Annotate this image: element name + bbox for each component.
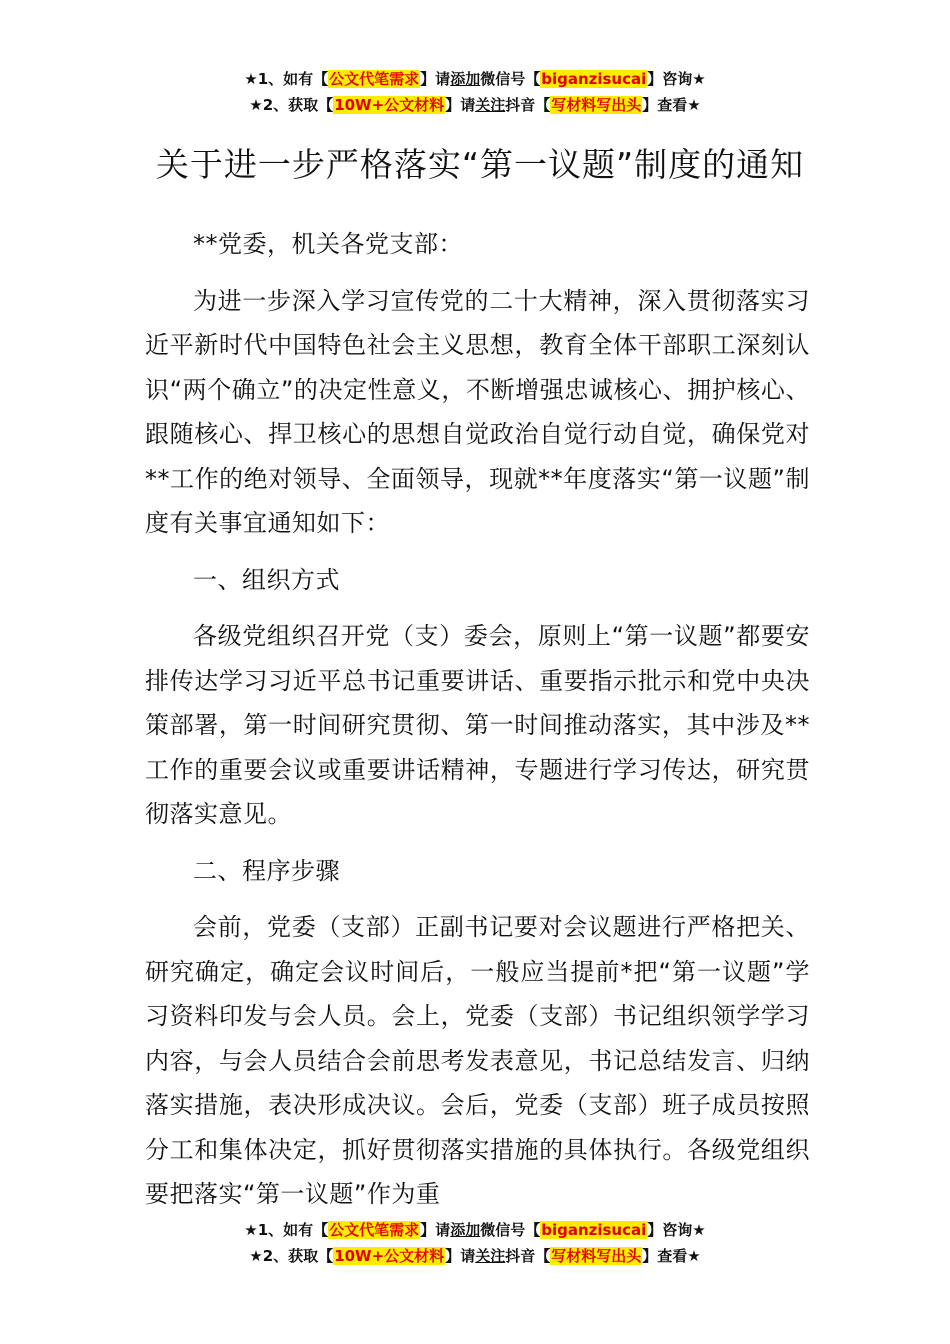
salutation: **党委，机关各党支部： [193,230,463,258]
highlight-douyin-name: 写材料写出头 [551,96,642,114]
footer-banner [0,1217,950,1269]
banner-text: 】请 [420,1221,451,1239]
banner-underlined: 关注 [475,1247,506,1265]
banner-line-1 [0,1217,950,1243]
highlight-materials: 10W+公文材料 [334,1247,445,1265]
highlight-douyin-name: 写材料写出头 [551,1247,642,1265]
section-2-body: 会前，党委（支部）正副书记要对会议题进行严格把关、研究确定，确定会议时间后，一般应当提前*把“第一议题”学习资料印发与会人员。会上，党委（支部）书记组织领学学习内容，与会人员结合会前思考发表意见，书记总结发言、归纳落实措施，表决形成决议。会后，党委（支部）班子成员按照分工和集体决定，抓好贯彻落实措施的具体执行。各级党组织要把落实“第一议题”作为重 [145,913,810,1208]
banner-text: 】请 [445,96,476,114]
banner-line-1 [0,66,950,92]
banner-text: ★2、获取【 [249,96,334,114]
banner-text: 抖音【 [505,96,551,114]
intro-paragraph: 为进一步深入学习宣传党的二十大精神，深入贯彻落实习近平新时代中国特色社会主义思想，教育全体干部职工深刻认识“两个确立”的决定性意义，不断增强忠诚核心、拥护核心、跟随核心、捍卫核心的思想自觉政治自觉行动自觉，确保党对**工作的绝对领导、全面领导，现就**年度落实“第一议题”制度有关事宜通知如下： [145,286,810,537]
banner-underlined: 添加 [450,70,481,88]
section-2-heading: 二、程序步骤 [193,856,340,885]
highlight-materials: 10W+公文材料 [334,96,445,114]
document-title: 关于进一步严格落实“第一议题”制度的通知 [155,145,805,185]
highlight-service: 公文代笔需求 [329,1221,420,1239]
banner-text: 】查看★ [642,1247,701,1265]
banner-text: ★1、如有【 [244,1221,329,1239]
banner-text: ★1、如有【 [244,70,329,88]
header-banner [0,66,950,118]
banner-text: ★2、获取【 [249,1247,334,1265]
section-1-heading: 一、组织方式 [193,565,340,594]
banner-text: 】查看★ [642,96,701,114]
banner-line-2 [0,92,950,118]
banner-text: 微信号【 [480,1221,541,1239]
banner-underlined: 添加 [450,1221,481,1239]
banner-text: 】咨询★ [647,70,706,88]
banner-text: 微信号【 [480,70,541,88]
banner-underlined: 关注 [475,96,506,114]
highlight-wechat-id: biganzisucai [541,70,647,88]
highlight-wechat-id: biganzisucai [541,1221,647,1239]
section-1-body: 各级党组织召开党（支）委会，原则上“第一议题”都要安排传达学习习近平总书记重要讲话、重要指示批示和党中央决策部署，第一时间研究贯彻、第一时间推动落实，其中涉及**工作的重要会议或重要讲话精神，专题进行学习传达，研究贯彻落实意见。 [145,622,810,828]
banner-text: 】请 [445,1247,476,1265]
banner-text: 抖音【 [505,1247,551,1265]
banner-line-2 [0,1243,950,1269]
banner-text: 】咨询★ [647,1221,706,1239]
document-body [145,222,810,1229]
highlight-service: 公文代笔需求 [329,70,420,88]
banner-text: 】请 [420,70,451,88]
